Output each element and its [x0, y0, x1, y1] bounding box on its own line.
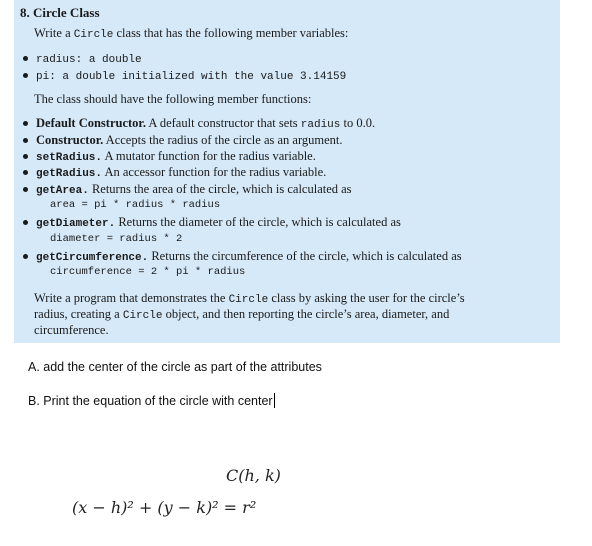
- function-setradius: setRadius. A mutator function for the radius variable.: [36, 149, 316, 164]
- circle-center-notation: C(h, k): [226, 466, 281, 485]
- addition-b[interactable]: B. Print the equation of the circle with center: [28, 394, 273, 408]
- problem-heading: 8. Circle Class: [20, 5, 100, 20]
- closing-line-2: radius, creating a Circle object, and then reporting the circle’s area, diameter, and: [34, 307, 450, 322]
- function-getradius: getRadius. An accessor function for the radius variable.: [36, 165, 327, 180]
- circle-equation: (x − h)² + (y − k)² = r²: [72, 498, 257, 517]
- function-default-constructor: Default Constructor. A default constructor that sets radius to 0.0.: [36, 116, 376, 131]
- function-getarea: getArea. Returns the area of the circle, which is calculated as: [36, 182, 352, 197]
- formula-area: area = pi * radius * radius: [50, 199, 221, 211]
- function-getdiameter: getDiameter. Returns the diameter of the circle, which is calculated as: [36, 215, 401, 230]
- closing-line-3: circumference.: [34, 323, 109, 337]
- text-caret: [274, 393, 275, 408]
- formula-diameter: diameter = radius * 2: [50, 233, 183, 245]
- member-radius: radius: a double: [36, 50, 142, 68]
- functions-intro: The class should have the following member functions:: [34, 92, 312, 106]
- member-pi: pi: a double initialized with the value 3.14159: [36, 67, 346, 85]
- problem-box: [14, 0, 560, 343]
- formula-circumference: circumference = 2 * pi * radius: [50, 266, 246, 278]
- function-getcircumference: getCircumference. Returns the circumference of the circle, which is calculated as: [36, 249, 462, 264]
- addition-a: A. add the center of the circle as part of the attributes: [28, 360, 322, 374]
- closing-line-1: Write a program that demonstrates the Circle class by asking the user for the circle’s: [34, 291, 465, 306]
- intro-line: Write a Circle class that has the following member variables:: [34, 26, 349, 41]
- function-constructor: Constructor. Accepts the radius of the circle as an argument.: [36, 133, 343, 147]
